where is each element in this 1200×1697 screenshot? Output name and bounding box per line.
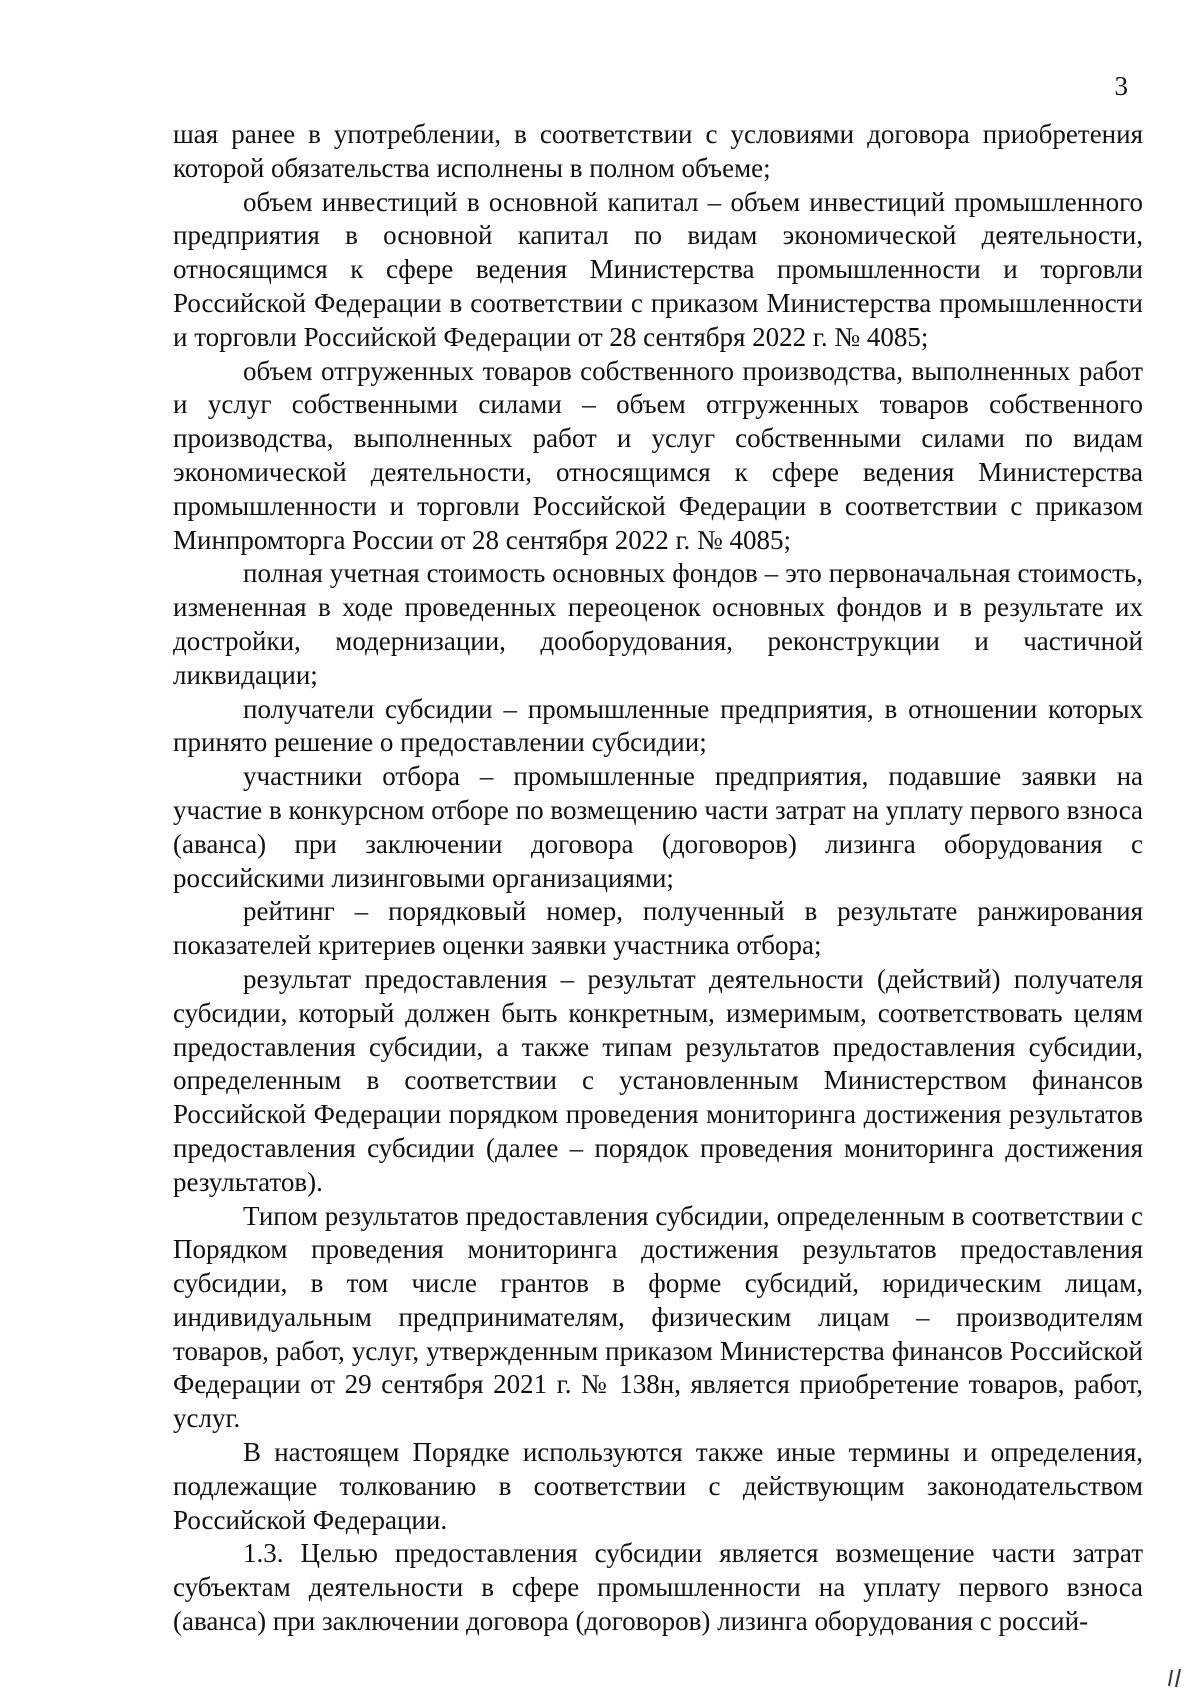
paragraph: В настоящем Порядке используются также иные термины и определения, подлежащие толкованию в соответствии с действующим законодательством Российской Федерации. — [173, 1437, 1143, 1535]
paragraph: полная учетная стоимость основных фондов – это первоначальная стоимость, измененная в ходе проведенных переоценок основных фондов и в результате их достройки, модернизации, дооборудования, реконструкции и частичной ликвидации; — [173, 558, 1143, 690]
paragraph: 1.3. Целью предоставления субсидии является возмещение части затрат субъектам деятельности в сфере промышленности на уплату первого взноса (аванса) при заключении договора (договоров) лизинга оборудования с россий- — [173, 1538, 1143, 1637]
paragraph: рейтинг – порядковый номер, полученный в результате ранжирования показателей критериев оценки заявки участника отбора; — [173, 896, 1143, 961]
page-number: 3 — [1114, 71, 1128, 101]
paragraph: результат предоставления – результат деятельности (действий) получателя субсидии, который должен быть конкретным, измеримым, соответствовать целям предоставления субсидии, а также типам результатов предоставления субсидии, определенным в соответствии с установленным Министерством финансов Российской Федерации порядком проведения мониторинга достижения результатов предоставления субсидии (далее – порядок проведения мониторинга достижения результатов). — [173, 963, 1143, 1197]
document-body — [173, 118, 1143, 1639]
paragraph: Типом результатов предоставления субсидии, определенным в соответствии с Порядком проведения мониторинга достижения результатов предоставления субсидии, в том числе грантов в форме субсидий, юридическим лицам, индивидуальным предпринимателям, физическим лицам – производителям товаров, работ, услуг, утвержденным приказом Министерства финансов Российской Федерации от 29 сентября 2021 г. № 138н, является приобретение товаров, работ, услуг. — [173, 1200, 1143, 1434]
paragraph: объем инвестиций в основной капитал – объем инвестиций промышленного предприятия в основной капитал по видам экономической деятельности, относящимся к сфере ведения Министерства промышленности и торговли Российской Федерации в соответствии с приказом Министерства промышленности и торговли Российской Федерации от 28 сентября 2022 г. № 4085; — [173, 186, 1143, 352]
paragraph: шая ранее в употреблении, в соответствии с условиями договора приобретения которой обязательства исполнены в полном объеме; — [173, 119, 1143, 183]
paragraph: участники отбора – промышленные предприятия, подавшие заявки на участие в конкурсном отборе по возмещению части затрат на уплату первого взноса (аванса) при заключении договора (договоров) лизинга оборудования с российскими лизинговыми организациями; — [173, 761, 1143, 893]
paragraph: получатели субсидии – промышленные предприятия, в отношении которых принято решение о предоставлении субсидии; — [173, 693, 1143, 758]
handwritten-mark — [1166, 1666, 1188, 1690]
paragraph: объем отгруженных товаров собственного производства, выполненных работ и услуг собственными силами – объем отгруженных товаров собственного производства, выполненных работ и услуг собственными силами по видам экономической деятельности, относящимся к сфере ведения Министерства промышленности и торговли Российской Федерации в соответствии с приказом Минпромторга России от 28 сентября 2022 г. № 4085; — [173, 355, 1143, 555]
